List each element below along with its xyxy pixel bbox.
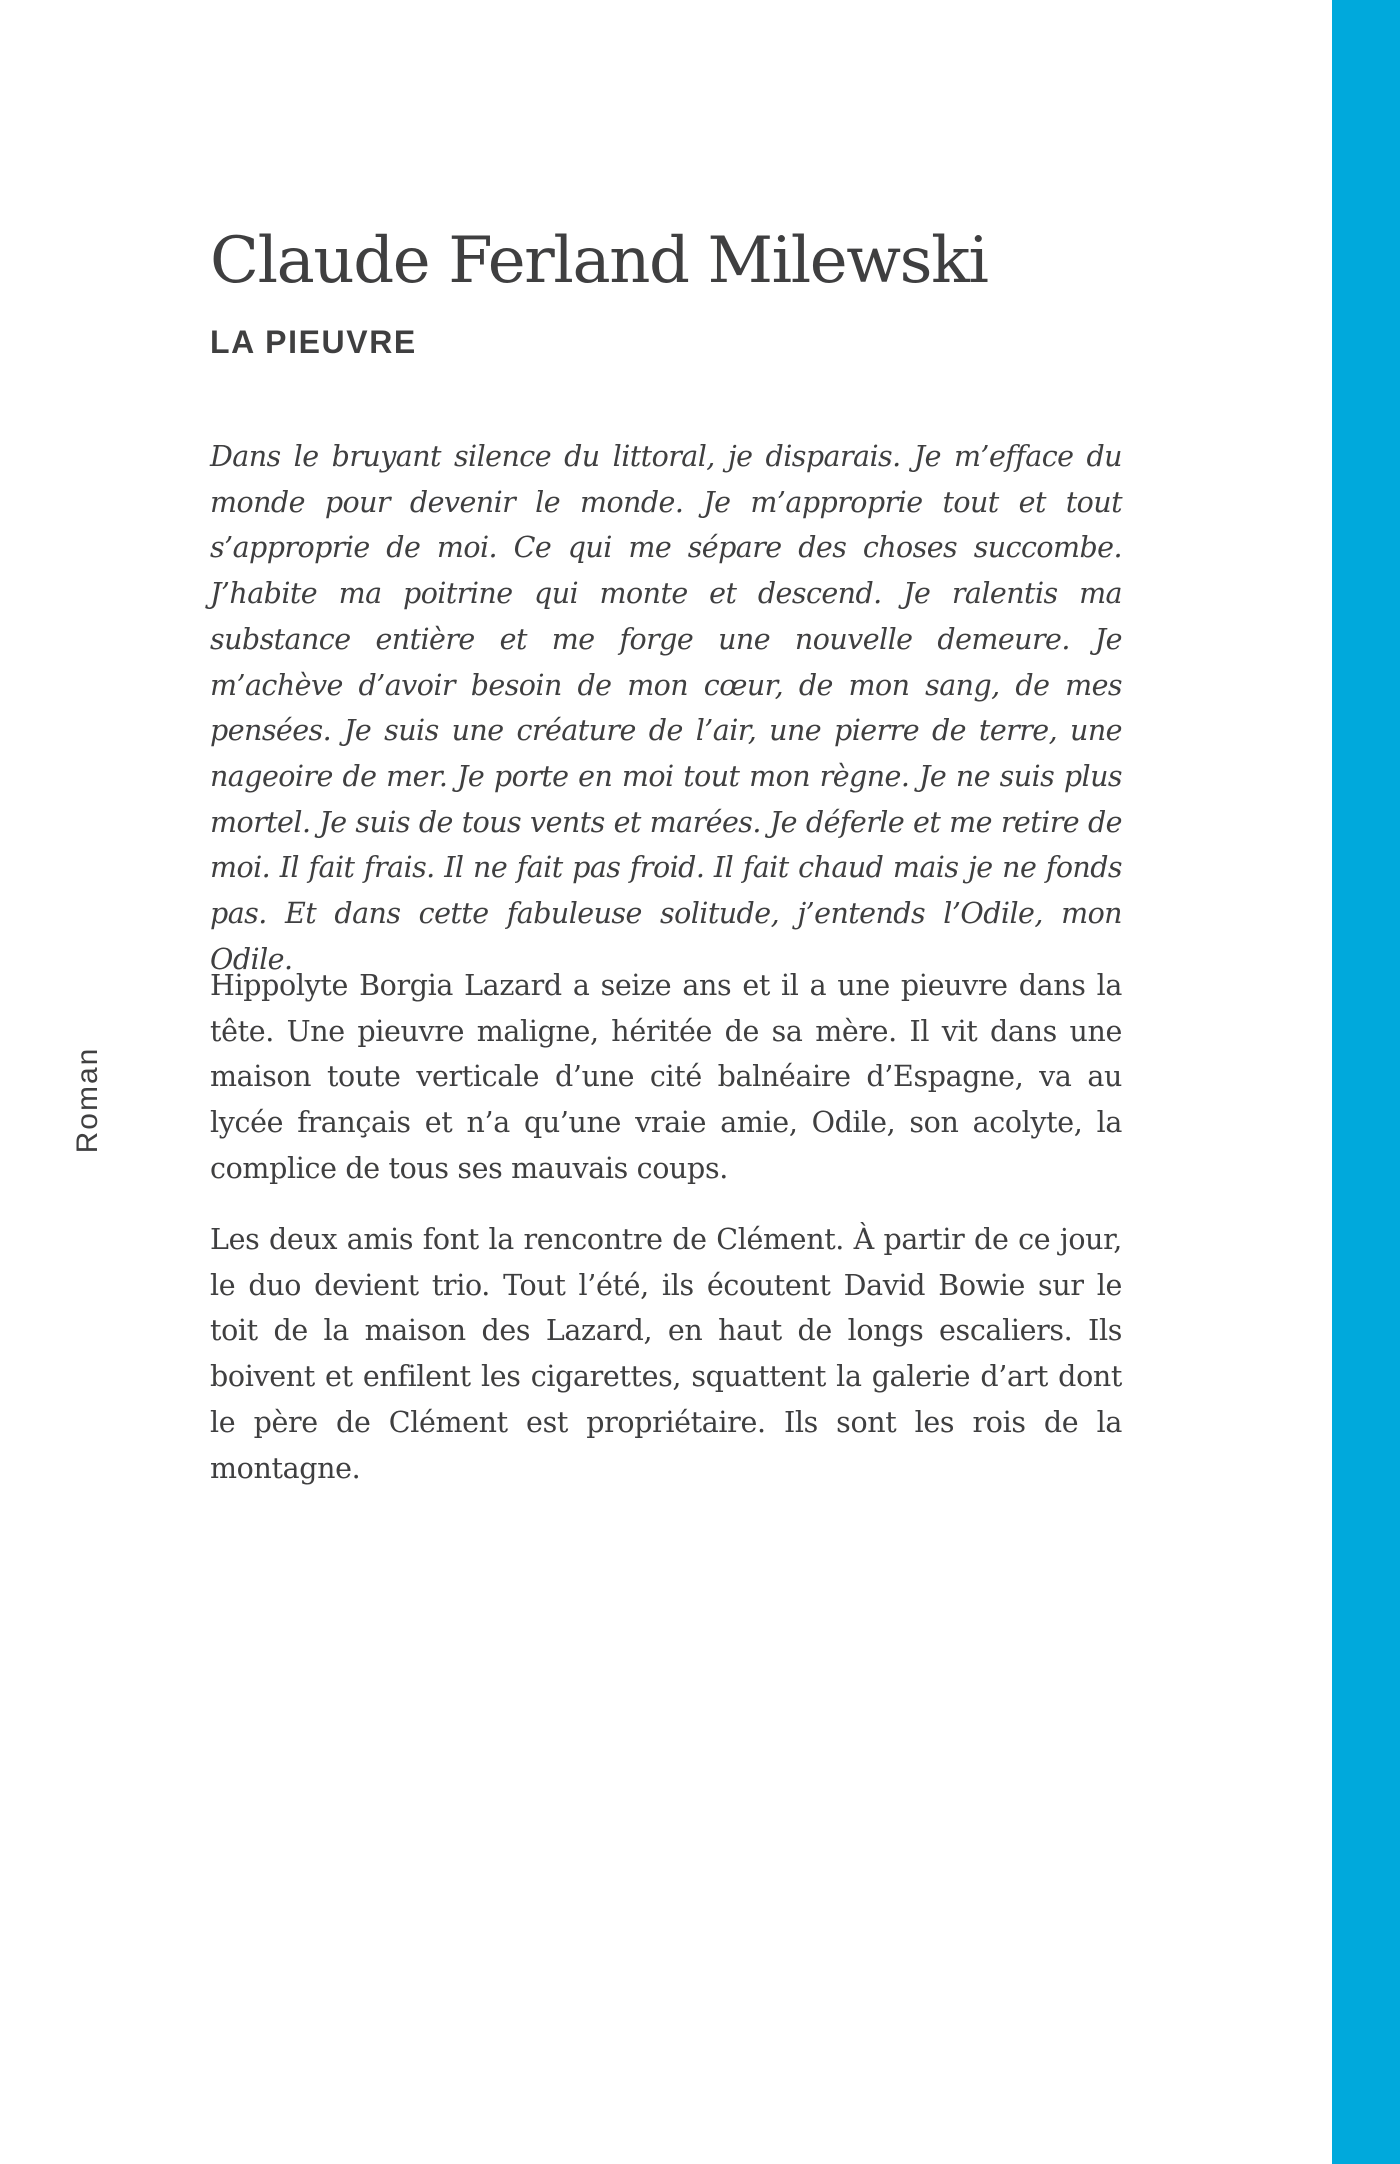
genre-label: Roman bbox=[71, 1046, 104, 1154]
synopsis-paragraph-2: Les deux amis font la rencontre de Clément. À partir de ce jour, le duo devient trio. Tout l’été, ils écoutent David Bowie sur le toit de la maison des Lazard, en haut de longs escaliers. Ils boivent et enfilent les cigarettes, squattent la galerie d’art dont le père de Clément est propriétaire. Ils sont les rois de la montagne. bbox=[210, 1223, 1122, 1485]
excerpt-paragraph: Dans le bruyant silence du littoral, je disparais. Je m’efface du monde pour devenir le monde. Je m’approprie tout et tout s’approprie de moi. Ce qui me sépare des choses succombe. J’habite ma poitrine qui monte et descend. Je ralentis ma substance entière et me forge une nouvelle demeure. Je m’achève d’avoir besoin de mon cœur, de mon sang, de mes pensées. Je suis une créature de l’air, une pierre de terre, une nageoire de mer. Je porte en moi tout mon règne. Je ne suis plus mortel. Je suis de tous vents et marées. Je déferle et me retire de moi. Il fait frais. Il ne fait pas froid. Il fait chaud mais je ne fonds pas. Et dans cette fabuleuse solitude, j’entends l’Odile, mon Odile. bbox=[210, 440, 1122, 976]
accent-band bbox=[1332, 0, 1400, 2164]
author-name: Claude Ferland Milewski bbox=[210, 224, 988, 298]
synopsis-paragraph-1: Hippolyte Borgia Lazard a seize ans et il a une pieuvre dans la tête. Une pieuvre maligne, héritée de sa mère. Il vit dans une maison toute verticale d’une cité balnéaire d’Espagne, va au lycée français et n’a qu’une vraie amie, Odile, son acolyte, la complice de tous ses mauvais coups. bbox=[210, 969, 1122, 1185]
book-title: LA PIEUVRE bbox=[210, 324, 417, 360]
